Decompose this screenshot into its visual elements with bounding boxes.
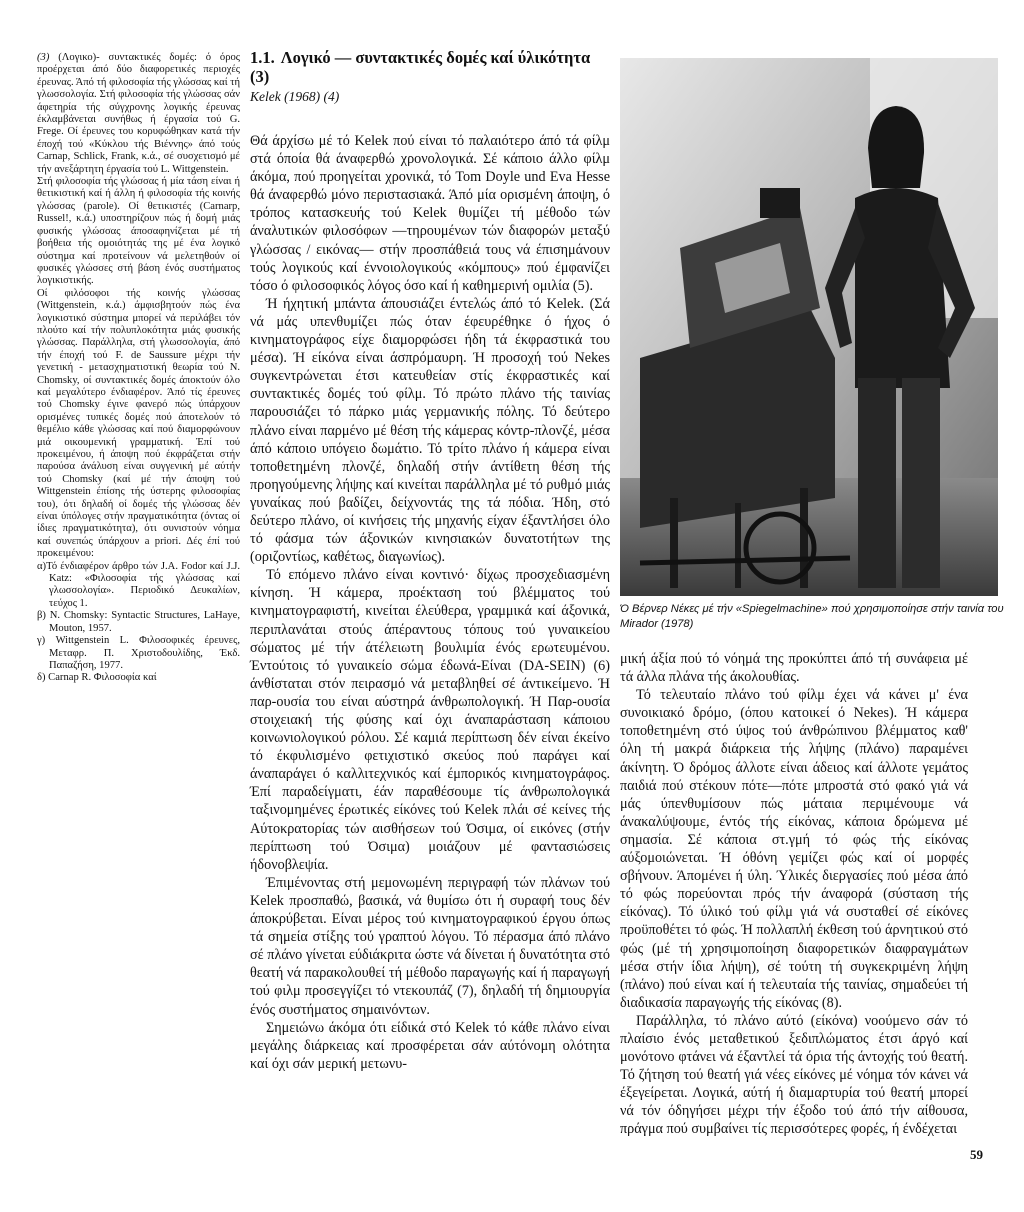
photo-werner-nekes-spiegelmachine xyxy=(620,58,998,596)
section-title-footnote-mark: (3) xyxy=(250,67,270,86)
photo-caption: Ό Βέρνερ Νέκες μέ τήν «Spiegelmachine» πού χρησιμοποίησε στήν ταινία του Mirador (1978) xyxy=(620,603,1004,630)
footnote-reference: α)Τό ένδιαφέρον άρθρο τών J.A. Fodor καί J.J. Katz: «Φιλοσοφία τής γλώσσας καί γλωσσολογία». Περιοδικό Δευκαλίων, τεύχος 1. xyxy=(37,560,240,609)
footnote-3-intro xyxy=(37,52,240,176)
footnote-reference: γ) Wittgenstein L. Φιλοσοφικές έρευνες, Μεταφρ. Π. Χριστοδουλίδης, Έκδ. Παπαζήση, 1977. xyxy=(37,635,240,671)
footnote-reference: β) N. Chomsky: Syntactic Structures, LaHaye, Mouton, 1957. xyxy=(37,610,240,634)
body-paragraph: Τό τελευταίο πλάνο τού φίλμ έχει νά κάνει μ' ένα συνοικιακό δρόμο, (όπου κατοικεί ό Nekes). Ή κάμερα τοποθετημένη στό ύψος τού άνθρώπινου βλέμματος καθ' όλη τή μακρά διάρκεια τής λήψης (πλάνο) παραμένει άκίνητη. Ό δρόμος άλλοτε είναι άδειος καί άλλοτε γεμάτος παιδιά πού στέκουν πότε—πότε μπροστά στό φακό γιά νά μάς ύπενθυμίσουν πώς μάταια περιμένουμε νά άνακαλύψουμε, έντός τής είκόνας, κάποια δρώμενα μέ σημασία. Σέ κάποια στ.γμή τό φώς τής είκόνας αύξομοιώνεται. Ή όθόνη γεμίζει φώς καί οί μορφές σβήνουν. Άπομένει ή ύλη. Ύλικές διεργασίες πού μέσα άπό τό φώς πορεύονται πρός τήν άναφορά (σύσταση τής είκόνας). Τό ύλικό τού φίλμ γιά νά συσταθεί σέ είκόνες προϋποθέτει τό φώς. Ή πολλαπλή έκθεση τού άρνητικού στό φώς (μέ τή χρησιμοποίηση διαφορετικών διαφραγμάτων μέσα στήν ίδια λήψη), σέ τούτη τή συγκεκριμένη λήψη (πλάνο) πού είναι καί ή τελευταία τής ταινίας, σημαδεύει τή διαδικασία παραγωγής τής είκόνας (8). xyxy=(620,687,968,1011)
section-number: 1.1. xyxy=(250,48,275,67)
footnote-paragraph: Στή φιλοσοφία τής γλώσσας ή μία τάση είναι ή θετικιστική καί ή άλλη ή φιλοσοφία τής κοινής γλώσσας (parole). Οί θετικιστές (Carnarp, Russel!, κ.ά.) υποστηρίζουν πώς ή δομή μιάς φυσικής γλώσσας άποσαφηνίζεται μέ τή βοήθεια τής ομοιότητάς της μέ ένα λογικό σύστημα καί προτείνουν νά μελετηθούν οί φυσικές γλώσσες στή βάση ένός συστήματος λογικιστικής. xyxy=(37,176,240,287)
body-paragraph: Παράλληλα, τό πλάνο αύτό (είκόνα) νοούμενο σάν τό πλαίσιο ένός μεταθετικού ξεδιπλώματος έτσι άργό καί μονότονο φτάνει νά έξαντλεί τά όρια τής άντοχής τού θεατή. Τό ζήτηση τού θεατή γιά νέες είκόνες μέ νόημα τόν κάνει νά έξεγείρεται. Λογικά, αύτή ή διαμαρτυρία τού θεατή μπορεί νά τόν όδηγήσει μέχρι τήν έξοδο τού άπό τήν αίθουσα, πράγμα πού συμβαίνει τίς περισσότερες φορές, ή ένδέχεται xyxy=(620,1012,968,1138)
footnotes-column xyxy=(37,52,240,685)
body-paragraph: μική άξία πού τό νόημά της προκύπτει άπό τή συνάφεια μέ τά άλλα πλάνα τής άκολουθίας. xyxy=(620,651,968,686)
body-paragraph: Σημειώνω άκόμα ότι είδικά στό Kelek τό κάθε πλάνο είναι μεγάλης διάρκειας καί προσφέρεται σάν αύτόνομη ολότητα καί όχι σάν μερική μετωνυ- xyxy=(250,1019,610,1072)
right-column xyxy=(620,650,968,1139)
footnote-references xyxy=(37,561,240,685)
footnote-paragraph: Οί φιλόσοφοι τής κοινής γλώσσας (Wittgenstein, κ.ά.) άμφισβητούν πώς ένα λογικιστικό σύστημα μπορεί νά περιλάβει τόν πλούτο καί τήν πολυπλοκότητα μιάς φυσικής γλώσσας. Παράλληλα, στή γλωσσολογία, άπό τήν έποχή τού F. de Saussure μέχρι τήν γενετική - μετασχηματιστική θεωρία τού N. Chomsky, οί συντακτικές δομές άποκτούν όλο καί μεγαλύτερο ένδιαφέρον. Άπό τίς έρευνες τού Chomsky έγινε φανερό πώς ύπάρχουν ορισμένες τυπικές δομές πού άποτελούν τό θεμέλιο κάθε γλώσσας καί πού διαμορφώνουν μιά οικουμενική γραμματική. Έπί τού προκειμένου, ή άποψη πού έκφράζεται στήν παρούσα άνάλυση είναι συγγενική μέ αύτήν τού Chomsky (καί μέ τήν άποψη τού Wittgenstein έπίσης τής ύστερης φιλοσοφίας του), ότι δηλαδή οί δομές τής γλώσσας δέν είναι ύπόλογες στήν πραγματικότητα (όντας οί ίδιες πραγματικότητα), ότι συνιστούν νόημα καί συνεπώς ύπάρχουν a priori. Δές έπί τού προκειμένου: xyxy=(37,287,240,560)
body-paragraph: Τό επόμενο πλάνο είναι κοντινό· δίχως προσχεδιασμένη κίνηση. Ή κάμερα, προέκταση τού βλέμματος τού κινηματογραφιστή, κινείται έλεύθερα, γραμμικά καί άξονικά, περιπλανάται στούς άπέραντους τόπους τού γυναικείου σώματος μέ τήν άτέλειωτη βουλιμία ένός ερωτευμένου. Έντούτοις τό γυναικείο σώμα έδωνά-Είναι (DA-SEIN) (6) άνθίσταται στόν πειρασμό νά μεταβληθεί σέ άντικείμενο. Ή παρ-ουσία του είναι αύστηρά άνθρωπολογική. Ή Παρ-ουσία στοιχειακή τής φύσης καί όχι άναπαράσταση κάποιου κοινωνιολογικού ρόλου. Σέ καμιά περίπτωση δέν είναι έκείνο τό έκφυλισμένο φετιχιστικό σκεύος πού παράγει καί άναπαράγει ό καλλιτεχνικός καί έμπορικός κινηματογράφος. Έπί παραδείγματι, έάν παραθέσουμε τίς άνθρωπολογικά ταξινομημένες έρωτικές είκόνες τού Kelek πλάι σέ κείνες τής Αύτοκρατορίας τών αισθήσεων τού Όσιμα, οί εικόνες (στήν περίπτωση τού Όσιμα) μοιάζουν μέ φαντασιώσεις ήδονοβλεψία. xyxy=(250,567,610,873)
footnote-paragraph: (Λογικο)- συντακτικές δομές: ό όρος προέρχεται άπό δύο διαφορετικές περιοχές έρευνας. Άπό τή φιλοσοφία τής γλώσσας καί τή γλωσσολογία. Στή φιλοσοφία τής γλώσσας σάν άφετηρία τής σύγχρονης λογικής έρευνας έκλαμβάνεται συνήθως ή έργασία τού G. Frege. Οί έρευνες του κορυφώθηκαν κατά τήν έποχή τού «Κύκλου τής Βιέννης» άπό τούς Carnap, Schlick, Frank, κ.ά., σέ συσχετισμό μέ τήν ανεξάρτητη έργασία τού L. Wittgenstein. xyxy=(37,52,241,175)
photo-image xyxy=(620,58,998,596)
article-body xyxy=(250,132,610,1073)
body-paragraph: Ή ήχητική μπάντα άπουσιάζει έντελώς άπό τό Kelek. (Σά νά μάς υπενθυμίζει πώς όταν έφευρέθηκε ό ήχος ό κινηματογράφος είχε διαμορφώσει ήδη τά έκφραστικά του μέσα). Ή είκόνα είναι άσπρόμαυρη. Ή προσοχή τού Nekes συγκεντρώνεται έτσι κατευθείαν στίς έκφραστικές καί συντακτικές δομές τού φίλμ. Τό πρώτο πλάνο τής ταινίας παρουσιάζει τό πάρκο μιάς γερμανικής πόλης. Τό δεύτερο πλάνο είναι παρμένο μέ θέση τής κάμερας κόντρ-πλονζέ, μέσα άπό κάποιο υπόγειο δωμάτιο. Τό τρίτο πλάνο ή κάμερα είναι τοποθετημένη πλονζέ, δηλαδή στήν άντίθετη θέση τής προηγούμενης λήψης καί κινείται παράλληλα μέ τό ρυθμό μιάς γυναίκας πού βαδίζει, δείχνοντάς της τά πόδια. Ήδη, στό δεύτερο πλάνο, οί κινήσεις τής μηχανής είχαν έξαντλήσει όλο τό φάσμα τών άξονικών κινησιακών δυνατοτήτων της (οριζοντίως, καθέτως, διαγωνίως). xyxy=(250,295,610,566)
footnote-reference: δ) Carnap R. Φιλοσοφία καί xyxy=(37,672,157,684)
body-paragraph: Θά άρχίσω μέ τό Kelek πού είναι τό παλαιότερο άπό τά φίλμ στά όποία θά άναφερθώ χρονολογικά. Σέ κάποιο άλλο φίλμ άκόμα, πού προηγείται χρονικά, τό Tom Doyle und Eva Hesse θά άναφερθώ μόνο περιστασιακά. Άπό μία ορισμένη άποψη, ό τρόπος κατασκευής τού Kelek θυμίζει τή μέθοδο τών άναλυτικών φιλοσόφων —τηρουμένων τών διαφορών μεταξύ γλώσσας / εικόνας— στήν προσπάθειά τους νά έπισημάνουν τούς λογικούς καί έννοιολογικούς «κόμπους» πού έμφανίζει τόσο ό φιλοσοφικός λόγος όσο καί ή καθημερινή ομιλία (5). xyxy=(250,133,610,294)
page-number: 59 xyxy=(970,1147,983,1162)
footnote-label: (3) xyxy=(37,52,50,63)
section-subtitle: Kelek (1968) (4) xyxy=(250,89,340,104)
body-paragraph: Έπιμένοντας στή μεμονωμένη περιγραφή τών πλάνων τού Kelek προσπαθώ, βασικά, νά θυμίσω ότι ή συραφή τους δέν άποκρύβεται. Είναι μέρος τού κινηματογραφικού έργου όπως τά σημεία στίξης τού γραπτού λόγου. Τό πέρασμα άπό πλάνο σέ πλάνο γίνεται εύδιάκριτα ώστε νά δίνεται ή δυνατότητα στό θεατή νά παρακολουθεί τή μέθοδο παραγωγής καί ή παραγωγή τού φιλμ προσεγγίζει τό ντεκουπάζ (7), δηλαδή τή δημιουργία ένός συστήματος σημαινόντων. xyxy=(250,874,611,1018)
section-title xyxy=(250,48,610,86)
section-title-text: Λογικό — συντακτικές δομές καί ύλικότητα xyxy=(280,48,591,67)
main-column xyxy=(250,48,610,1073)
